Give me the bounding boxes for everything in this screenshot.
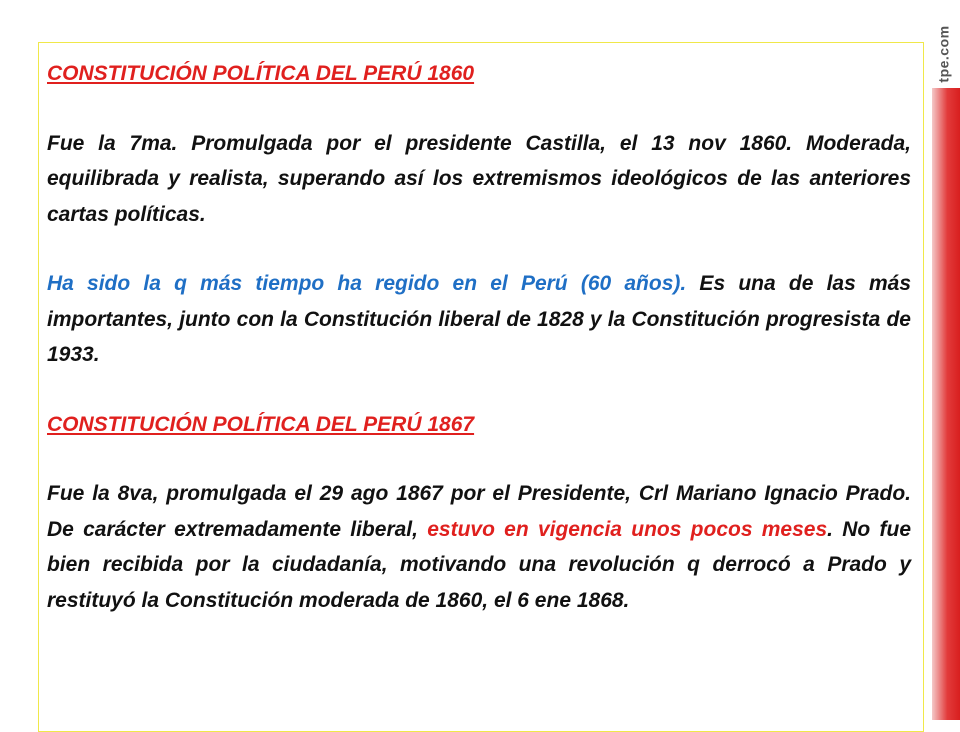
spacer: [47, 442, 911, 476]
paragraph-1867-part-b: . No fue bien recibida por la ciudadanía, motivando una revolución q derrocó a Prado y restituyó la Constitución moderada de 1860, el 6 ene 1868.: [47, 517, 911, 612]
spacer: [47, 232, 911, 266]
paragraph-1867-part-a: Fue la 8va, promulgada el 29 ago 1867 por el Presidente, Crl Mariano Ignacio Prado. De carácter extremadamente liberal,: [47, 482, 911, 541]
spacer: [47, 373, 911, 407]
paragraph-1867: [47, 476, 911, 618]
slide-content: [47, 56, 911, 618]
heading-1860: CONSTITUCIÓN POLÍTICA DEL PERÚ 1860: [47, 62, 475, 85]
right-red-band: [932, 0, 960, 720]
logo-tab: [930, 0, 960, 88]
highlight-short-validity: estuvo en vigencia unos pocos meses: [427, 517, 828, 541]
paragraph-1860-importance: [47, 266, 911, 373]
highlight-longest-running: Ha sido la q más tiempo ha regido en el Perú (60 años).: [47, 272, 687, 295]
spacer: [47, 92, 911, 126]
paragraph-1860-importance-rest: Es una de las más importantes, junto con la Constitución liberal de 1828 y la Constitución progresista de 1933.: [47, 272, 911, 366]
site-logo: tpe.com: [935, 25, 952, 83]
heading-1867: CONSTITUCIÓN POLÍTICA DEL PERÚ 1867: [47, 412, 475, 436]
paragraph-1860-intro: Fue la 7ma. Promulgada por el presidente Castilla, el 13 nov 1860. Moderada, equilibrada y realista, superando así los extremismos ideológicos de las anteriores cartas políticas.: [47, 131, 911, 226]
